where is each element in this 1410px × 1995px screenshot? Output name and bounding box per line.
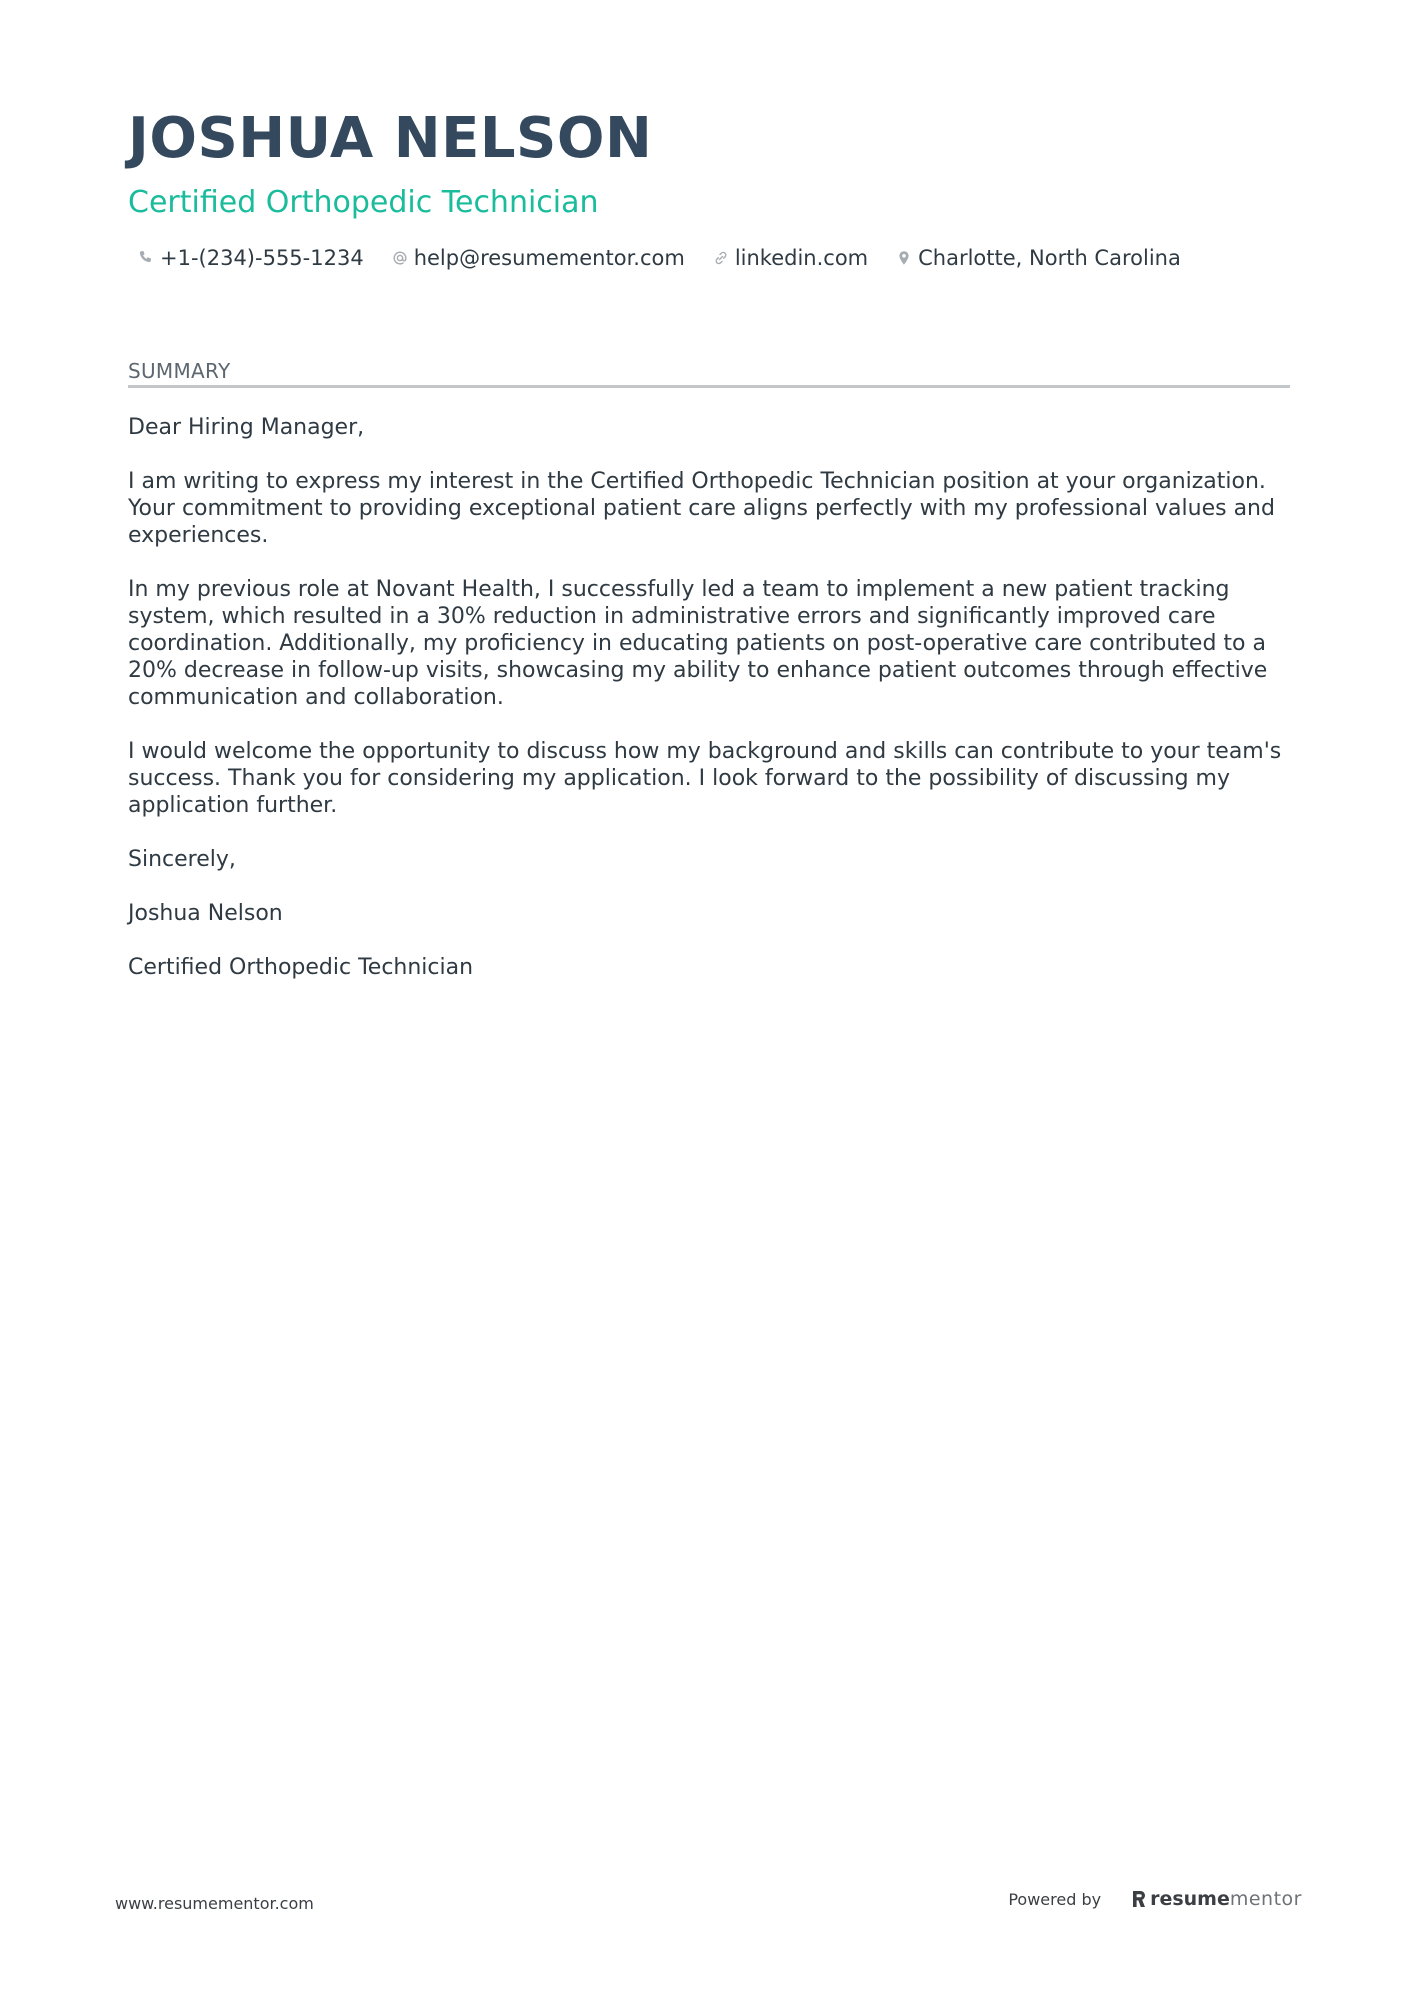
letter-paragraph: I am writing to express my interest in the Certified Orthopedic Technician position at your organization. Your commitment to providing exceptional patient care aligns perfectly with my professional values and experiences. (128, 469, 1275, 548)
candidate-title: Certified Orthopedic Technician (128, 185, 599, 220)
brand-name-light: mentor (1229, 1888, 1302, 1910)
salutation: Dear Hiring Manager, (128, 415, 365, 440)
footer-branding (1008, 1888, 1302, 1910)
letter-paragraph: In my previous role at Novant Health, I successfully led a team to implement a new patient tracking system, which resulted in a 30% reduction in administrative errors and significantly improved care coordination. Additionally, my proficiency in educating patients on post-operative care contributed to a 20% decrease in follow-up visits, showcasing my ability to enhance patient outcomes through effective communication and collaboration. (128, 577, 1268, 710)
contact-location-text: Charlotte, North Carolina (918, 246, 1181, 270)
footer-website[interactable]: www.resumementor.com (115, 1894, 314, 1913)
candidate-name: JOSHUA NELSON (128, 106, 653, 171)
contact-phone (136, 246, 364, 270)
cover-letter-body (128, 414, 1290, 1008)
contact-linkedin[interactable] (711, 246, 868, 270)
summary-heading: SUMMARY (128, 359, 1290, 388)
closing: Sincerely, (128, 847, 236, 872)
resumementor-logo[interactable] (1131, 1888, 1302, 1910)
powered-by-label: Powered by (1008, 1889, 1102, 1909)
contact-location (894, 246, 1181, 270)
contact-email[interactable] (390, 246, 685, 270)
letter-paragraph: I would welcome the opportunity to discuss how my background and skills can contribute to your team's success. Thank you for considering my application. I look forward to the possibility of discussing my application further. (128, 739, 1282, 818)
contact-row (136, 246, 1207, 270)
signature-title: Certified Orthopedic Technician (128, 955, 474, 980)
contact-linkedin-text[interactable]: linkedin.com (734, 246, 869, 270)
at-icon (390, 248, 410, 268)
contact-email-text[interactable]: help@resumementor.com (413, 246, 685, 270)
resumementor-logo-icon (1131, 1889, 1147, 1909)
signature-name: Joshua Nelson (128, 901, 283, 926)
brand-name-bold: resume (1150, 1888, 1230, 1910)
link-icon (711, 248, 731, 268)
phone-icon (136, 248, 156, 268)
location-pin-icon (894, 248, 914, 268)
contact-phone-text: +1-(234)-555-1234 (160, 246, 364, 270)
